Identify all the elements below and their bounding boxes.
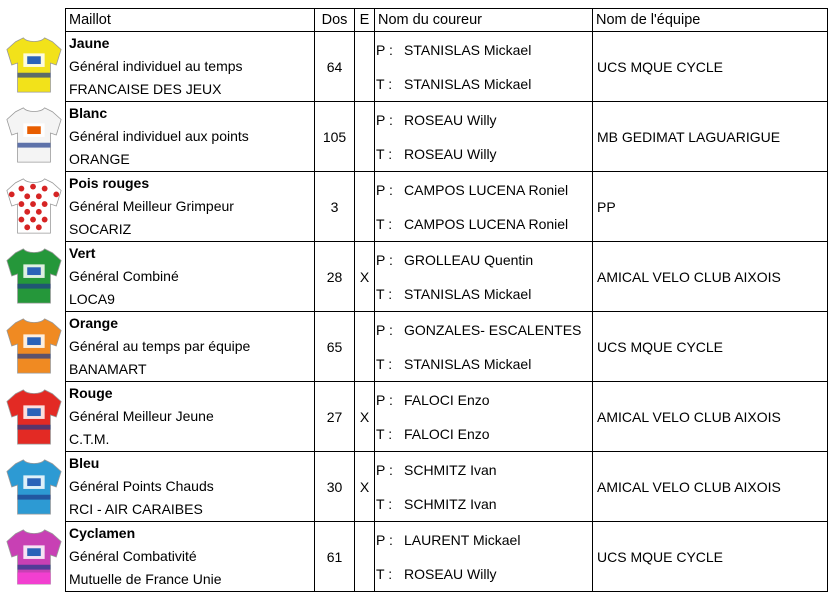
red-jersey-icon: [3, 386, 65, 448]
dos-cell: 105: [315, 102, 355, 172]
porteur-label: P :: [376, 251, 393, 268]
coureur-cell: [375, 312, 593, 382]
porteur-label: P :: [376, 391, 393, 408]
porteur-label: P :: [376, 181, 393, 198]
equipe-cell: MB GEDIMAT LAGUARIGUE: [593, 102, 828, 172]
porteur-name: GONZALES- ESCALENTES: [404, 321, 582, 338]
titulaire-name: FALOCI Enzo: [404, 425, 490, 442]
titulaire-label: T :: [376, 425, 393, 442]
dos-cell: 64: [315, 32, 355, 102]
porteur-line: [376, 103, 592, 137]
titulaire-line: [376, 67, 592, 101]
table-header-row: [66, 9, 828, 32]
e-cell: X: [355, 382, 375, 452]
porteur-label: P :: [376, 321, 393, 338]
coureur-cell: [375, 452, 593, 522]
table-row: [66, 522, 828, 592]
porteur-label: P :: [376, 41, 393, 58]
porteur-line: [376, 243, 592, 277]
header-maillot: Maillot: [66, 9, 315, 32]
titulaire-line: [376, 417, 592, 451]
classification-label: Général Combiné: [69, 268, 179, 284]
maillot-cell: [66, 32, 315, 102]
equipe-cell: AMICAL VELO CLUB AIXOIS: [593, 382, 828, 452]
header-equipe: Nom de l'équipe: [593, 9, 828, 32]
e-cell: [355, 312, 375, 382]
jersey-color-name: Pois rouges: [69, 175, 150, 191]
table-row: [66, 102, 828, 172]
jersey-color-name: Rouge: [69, 385, 113, 401]
table-row: [66, 242, 828, 312]
blue-jersey-icon: [3, 456, 65, 518]
porteur-name: SCHMITZ Ivan: [404, 461, 497, 478]
titulaire-line: [376, 347, 592, 381]
table-row: [66, 312, 828, 382]
porteur-name: CAMPOS LUCENA Roniel: [404, 181, 569, 198]
equipe-cell: UCS MQUE CYCLE: [593, 312, 828, 382]
equipe-cell: PP: [593, 172, 828, 242]
sponsor-name: ORANGE: [69, 151, 130, 167]
titulaire-line: [376, 487, 592, 521]
table-row: [66, 452, 828, 522]
sponsor-name: SOCARIZ: [69, 221, 132, 237]
equipe-cell: AMICAL VELO CLUB AIXOIS: [593, 452, 828, 522]
maillot-cell: [66, 382, 315, 452]
classification-label: Général au temps par équipe: [69, 338, 251, 354]
maillot-cell: [66, 172, 315, 242]
dos-cell: 65: [315, 312, 355, 382]
classification-label: Général Combativité: [69, 548, 197, 564]
porteur-name: ROSEAU Willy: [404, 111, 497, 128]
maillot-cell: [66, 102, 315, 172]
dos-cell: 61: [315, 522, 355, 592]
e-cell: [355, 522, 375, 592]
porteur-line: [376, 313, 592, 347]
jersey-color-name: Blanc: [69, 105, 108, 121]
classification-label: Général individuel aux points: [69, 128, 249, 144]
titulaire-name: ROSEAU Willy: [404, 145, 497, 162]
coureur-cell: [375, 102, 593, 172]
e-cell: X: [355, 242, 375, 312]
titulaire-name: ROSEAU Willy: [404, 565, 497, 582]
maillot-cell: [66, 452, 315, 522]
porteur-name: LAURENT Mickael: [404, 531, 521, 548]
jersey-color-name: Bleu: [69, 455, 100, 471]
sponsor-name: LOCA9: [69, 291, 115, 307]
dos-cell: 28: [315, 242, 355, 312]
header-coureur: Nom du coureur: [375, 9, 593, 32]
dos-cell: 30: [315, 452, 355, 522]
titulaire-name: STANISLAS Mickael: [404, 285, 532, 302]
sponsor-name: BANAMART: [69, 361, 147, 377]
classification-label: Général Meilleur Grimpeur: [69, 198, 234, 214]
jersey-color-name: Orange: [69, 315, 119, 331]
header-dos: Dos: [315, 9, 355, 32]
e-cell: [355, 102, 375, 172]
white-jersey-icon: [3, 104, 65, 166]
titulaire-line: [376, 277, 592, 311]
dos-cell: 3: [315, 172, 355, 242]
titulaire-name: SCHMITZ Ivan: [404, 495, 497, 512]
porteur-line: [376, 33, 592, 67]
yellow-jersey-icon: [3, 34, 65, 96]
porteur-name: FALOCI Enzo: [404, 391, 490, 408]
titulaire-line: [376, 557, 592, 591]
sponsor-name: C.T.M.: [69, 431, 110, 447]
titulaire-line: [376, 137, 592, 171]
equipe-cell: UCS MQUE CYCLE: [593, 32, 828, 102]
porteur-label: P :: [376, 111, 393, 128]
table-row: [66, 382, 828, 452]
jersey-color-name: Cyclamen: [69, 525, 136, 541]
maillot-cell: [66, 312, 315, 382]
titulaire-label: T :: [376, 355, 393, 372]
titulaire-line: [376, 207, 592, 241]
titulaire-label: T :: [376, 565, 393, 582]
porteur-name: GROLLEAU Quentin: [404, 251, 534, 268]
cyclamen-jersey-icon: [3, 526, 65, 588]
e-cell: [355, 32, 375, 102]
coureur-cell: [375, 172, 593, 242]
coureur-cell: [375, 32, 593, 102]
sponsor-name: Mutuelle de France Unie: [69, 571, 222, 587]
titulaire-label: T :: [376, 285, 393, 302]
porteur-line: [376, 383, 592, 417]
titulaire-label: T :: [376, 215, 393, 232]
e-cell: X: [355, 452, 375, 522]
orange-jersey-icon: [3, 315, 65, 377]
coureur-cell: [375, 242, 593, 312]
sponsor-name: FRANCAISE DES JEUX: [69, 81, 222, 97]
maillot-cell: [66, 522, 315, 592]
jersey-color-name: Vert: [69, 245, 96, 261]
titulaire-label: T :: [376, 495, 393, 512]
standings-table: [65, 8, 828, 592]
table-row: [66, 172, 828, 242]
coureur-cell: [375, 522, 593, 592]
titulaire-name: STANISLAS Mickael: [404, 355, 532, 372]
equipe-cell: AMICAL VELO CLUB AIXOIS: [593, 242, 828, 312]
dos-cell: 27: [315, 382, 355, 452]
titulaire-name: STANISLAS Mickael: [404, 75, 532, 92]
jersey-color-name: Jaune: [69, 35, 110, 51]
classification-label: Général Points Chauds: [69, 478, 214, 494]
titulaire-name: CAMPOS LUCENA Roniel: [404, 215, 569, 232]
coureur-cell: [375, 382, 593, 452]
table-row: [66, 32, 828, 102]
green-jersey-icon: [3, 245, 65, 307]
header-e: E: [355, 9, 375, 32]
porteur-name: STANISLAS Mickael: [404, 41, 532, 58]
maillot-cell: [66, 242, 315, 312]
classification-label: Général individuel au temps: [69, 58, 243, 74]
titulaire-label: T :: [376, 145, 393, 162]
porteur-line: [376, 453, 592, 487]
porteur-label: P :: [376, 461, 393, 478]
e-cell: [355, 172, 375, 242]
porteur-line: [376, 173, 592, 207]
porteur-line: [376, 523, 592, 557]
equipe-cell: UCS MQUE CYCLE: [593, 522, 828, 592]
titulaire-label: T :: [376, 75, 393, 92]
porteur-label: P :: [376, 531, 393, 548]
polka-dot-jersey-icon: [3, 175, 65, 237]
classification-label: Général Meilleur Jeune: [69, 408, 214, 424]
sponsor-name: RCI - AIR CARAIBES: [69, 501, 203, 517]
